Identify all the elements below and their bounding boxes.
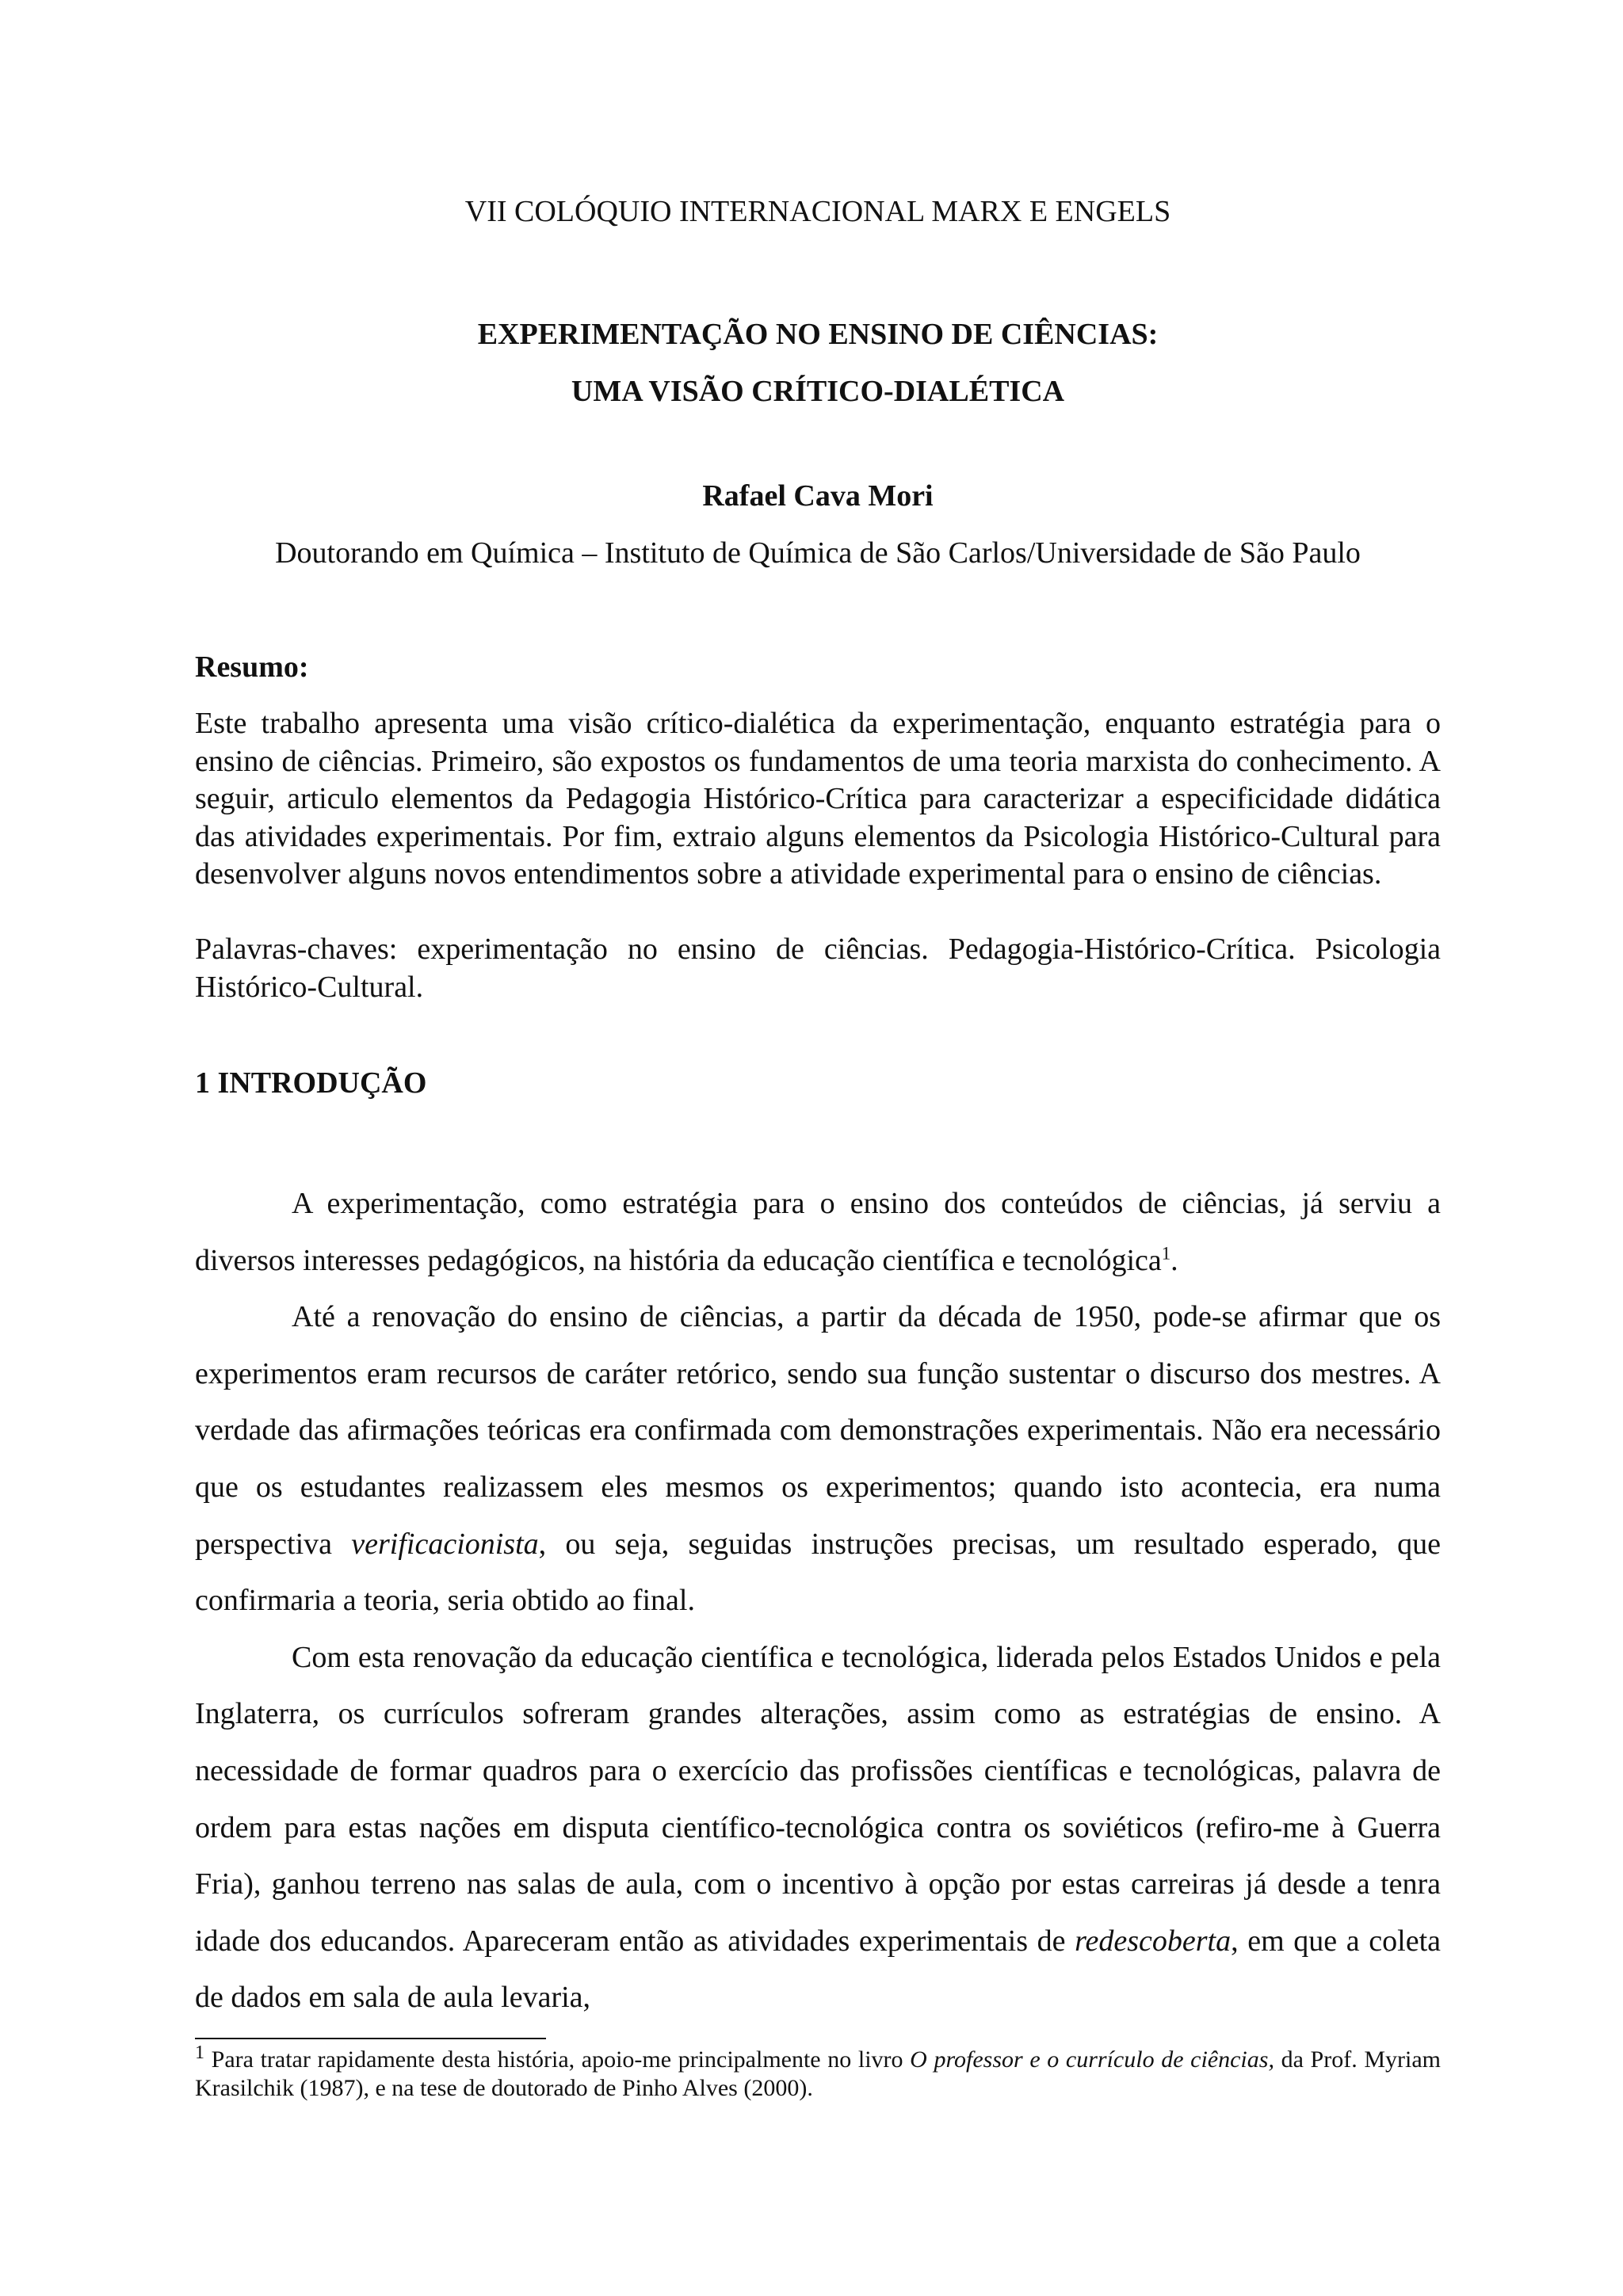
- footnote-1: [195, 2042, 1441, 2103]
- author-affiliation: Doutorando em Química – Instituto de Química de São Carlos/Universidade de São Paulo: [275, 536, 1361, 570]
- section-heading-introduction: 1 INTRODUÇÃO: [195, 1066, 427, 1100]
- paragraph-2-text-end: , ou seja, seguidas instruções precisas, um resultado esperado, que confirmaria a teoria, seria obtido ao final.: [195, 1527, 1441, 1618]
- paragraph-2-text: Até a renovação do ensino de ciências, a partir da década de 1950, pode-se afirmar que os experimentos eram recursos de caráter retórico, sendo sua função sustentar o discurso dos mestres. A verdade das afirmações teóricas era confirmada com demonstrações experimentais. Não era necessário que os estudantes realizassem eles mesmos os experimentos; quando isto acontecia, era numa perspectiva: [195, 1300, 1441, 1561]
- author-name: Rafael Cava Mori: [702, 479, 934, 513]
- paragraph-1-text: A experimentação, como estratégia para o ensino dos conteúdos de ciências, já serviu a diversos interesses pedagógicos, na história da educação científica e tecnológica: [195, 1187, 1441, 1277]
- paragraph-2-italic-term: verificacionista: [351, 1527, 539, 1561]
- abstract-heading: Resumo:: [195, 650, 309, 684]
- title-line-1: EXPERIMENTAÇÃO NO ENSINO DE CIÊNCIAS:: [477, 318, 1159, 351]
- paragraph-3-italic-term: redescoberta: [1075, 1924, 1232, 1958]
- footnote-text-end: da Prof. Myriam Krasilchik (1987), e na tese de doutorado de Pinho Alves (2000).: [195, 2046, 1441, 2101]
- introduction-body: [195, 1176, 1441, 2027]
- keywords: Palavras-chaves: experimentação no ensino de ciências. Pedagogia-Histórico-Crítica. Psicologia Histórico-Cultural.: [195, 933, 1441, 1004]
- paper-title: [195, 306, 1441, 420]
- paragraph-3-text-end: , em que a coleta de dados em sala de aula levaria,: [195, 1924, 1441, 2015]
- footnote-text: Para tratar rapidamente desta história, apoio-me principalmente no livro: [204, 2046, 911, 2073]
- abstract-text: Este trabalho apresenta uma visão crítico-dialética da experimentação, enquanto estratégia para o ensino de ciências. Primeiro, são expostos os fundamentos de uma teoria marxista do conhecimento. A seguir, articulo elementos da Pedagogia Histórico-Crítica para caracterizar a especificidade didática das atividades experimentais. Por fim, extraio alguns elementos da Psicologia Histórico-Cultural para desenvolver alguns novos entendimentos sobre a atividade experimental para o ensino de ciências.: [195, 707, 1441, 891]
- footnote-book-title: O professor e o currículo de ciências,: [910, 2046, 1274, 2073]
- footnote-ref-1: 1: [1161, 1242, 1171, 1263]
- conference-name: VII COLÓQUIO INTERNACIONAL MARX E ENGELS: [464, 195, 1171, 228]
- title-line-2: UMA VISÃO CRÍTICO-DIALÉTICA: [571, 375, 1065, 408]
- footnote-marker: 1: [195, 2042, 204, 2063]
- paragraph-3: [195, 1630, 1441, 2027]
- paragraph-1-end: .: [1170, 1243, 1178, 1277]
- paragraph-1: [195, 1176, 1441, 1289]
- footnote-separator: [195, 2038, 546, 2039]
- paragraph-3-text: Com esta renovação da educação científica e tecnológica, liderada pelos Estados Unidos e pela Inglaterra, os currículos sofreram grandes alterações, assim como as estratégias de ensino. A necessidade de formar quadros para o exercício das profissões científicas e tecnológicas, palavra de ordem para estas nações em disputa científico-tecnológica contra os soviéticos (refiro-me à Guerra Fria), ganhou terreno nas salas de aula, com o incentivo à opção por estas carreiras já desde a tenra idade dos educandos. Apareceram então as atividades experimentais de: [195, 1640, 1441, 1958]
- paragraph-2: [195, 1289, 1441, 1630]
